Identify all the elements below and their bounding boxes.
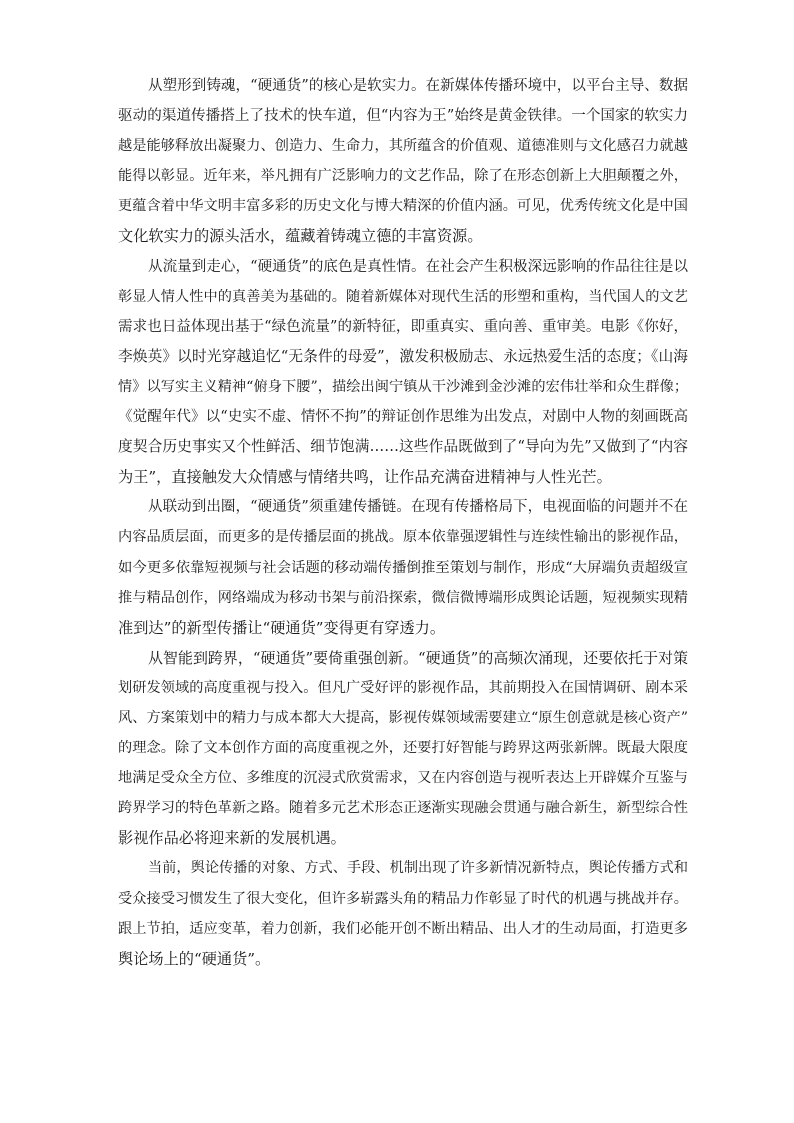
paragraph-line: 影视作品必将迎来新的发展机遇。 bbox=[118, 829, 346, 848]
paragraph-line: 的理念。除了文本创作方面的高度重视之外，还要打好智能与跨界这两张新牌。既最大限度 bbox=[118, 740, 688, 757]
paragraph-conclusion bbox=[118, 853, 688, 973]
paragraph-communication-chain bbox=[118, 492, 688, 642]
paragraph-line: 舆论场上的“硬通货”。 bbox=[118, 949, 271, 968]
paragraph-line: 划研发领域的高度重视与投入。但凡广受好评的影视作品，其前期投入在国情调研、剧本采 bbox=[118, 679, 688, 696]
paragraph-line: 情》以写实主义精神“俯身下腰”，描绘出闽宁镇从干沙滩到金沙滩的宏伟壮举和众生群像； bbox=[118, 378, 688, 395]
paragraph-line: 跟上节拍，适应变革，着力创新，我们必能开创不断出精品、出人才的生动局面，打造更多 bbox=[118, 920, 688, 937]
paragraph-true-feeling bbox=[118, 252, 688, 493]
paragraph-line: 度契合历史事实又个性鲜活、细节饱满……这些作品既做到了“导向为先”又做到了“内容 bbox=[118, 438, 688, 456]
paragraph-innovation bbox=[118, 643, 688, 854]
paragraph-line: 推与精品创作，网络端成为移动书架与前沿探索，微信微博端形成舆论话题，短视频实现精 bbox=[118, 589, 688, 606]
paragraph-line: 从智能到跨界，“硬通货”要倚重强创新。“硬通货”的高频次涌现，还要依托于对策 bbox=[148, 648, 688, 667]
paragraph-soft-power bbox=[118, 71, 688, 252]
paragraph-line: 李焕英》以时光穿越追忆“无条件的母爱”，激发积极励志、永远热爱生活的态度；《山海 bbox=[118, 347, 688, 365]
paragraph-line: 需求也日益体现出基于“绿色流量”的新特征，即重真实、重向善、重审美。电影《你好， bbox=[118, 318, 688, 335]
paragraph-line: 准到达”的新型传播让“硬通货”变得更有穿透力。 bbox=[118, 618, 446, 637]
paragraph-line: 地满足受众全方位、多维度的沉浸式欣赏需求，又在内容创造与视听表达上开辟媒介互鉴与 bbox=[118, 770, 688, 787]
paragraph-line: 从联动到出圈，“硬通货”须重建传播链。在现有传播格局下，电视面临的问题并不在 bbox=[148, 499, 688, 516]
paragraph-line: 跨界学习的特色革新之路。随着多元艺术形态正逐渐实现融会贯通与融合新生，新型综合性 bbox=[118, 800, 688, 817]
paragraph-line: 从塑形到铸魂，“硬通货”的核心是软实力。在新媒体传播环境中，以平台主导、数据 bbox=[148, 78, 688, 94]
paragraph-line: 风、方案策划中的精力与成本都大大提高，影视传媒领域需要建立“原生创意就是核心资产” bbox=[118, 709, 688, 726]
paragraph-line: 驱动的渠道传播搭上了技术的快车道，但“内容为王”始终是黄金铁律。一个国家的软实力 bbox=[118, 108, 688, 125]
article-body bbox=[118, 71, 688, 974]
paragraph-line: 内容品质层面，而更多的是传播层面的挑战。原本依靠强逻辑性与连续性输出的影视作品， bbox=[118, 529, 688, 546]
paragraph-line: 受众接受习惯发生了很大变化，但许多崭露头角的精品力作彰显了时代的机遇与挑战并存。 bbox=[118, 890, 688, 907]
paragraph-line: 如今更多依靠短视频与社会话题的移动端传播倒推至策划与制作，形成“大屏端负责超级宣 bbox=[118, 559, 688, 576]
paragraph-line: 从流量到走心，“硬通货”的底色是真性情。在社会产生积极深远影响的作品往往是以 bbox=[148, 258, 688, 275]
paragraph-line: 能得以彰显。近年来，举凡拥有广泛影响力的文艺作品，除了在形态创新上大胆颠覆之外， bbox=[118, 168, 688, 185]
paragraph-line: 越是能够释放出凝聚力、创造力、生命力，其所蕴含的价值观、道德准则与文化感召力就越 bbox=[118, 138, 688, 155]
paragraph-line: 文化软实力的源头活水，蕴藏着铸魂立德的丰富资源。 bbox=[118, 227, 483, 246]
paragraph-line: 当前，舆论传播的对象、方式、手段、机制出现了许多新情况新特点，舆论传播方式和 bbox=[148, 860, 688, 877]
paragraph-line: 《觉醒年代》以“史实不虚、情怀不拘”的辩证创作思维为出发点，对剧中人物的刻画既高 bbox=[118, 409, 688, 426]
paragraph-line: 为王”，直接触发大众情感与情绪共鸣，让作品充满奋进精神与人性光芒。 bbox=[118, 468, 612, 487]
paragraph-line: 更蕴含着中华文明丰富多彩的历史文化与博大精深的价值内涵。可见，优秀传统文化是中国 bbox=[118, 198, 688, 215]
paragraph-line: 彰显人情人性中的真善美为基础的。随着新媒体对现代生活的形塑和重构，当代国人的文艺 bbox=[118, 288, 688, 305]
